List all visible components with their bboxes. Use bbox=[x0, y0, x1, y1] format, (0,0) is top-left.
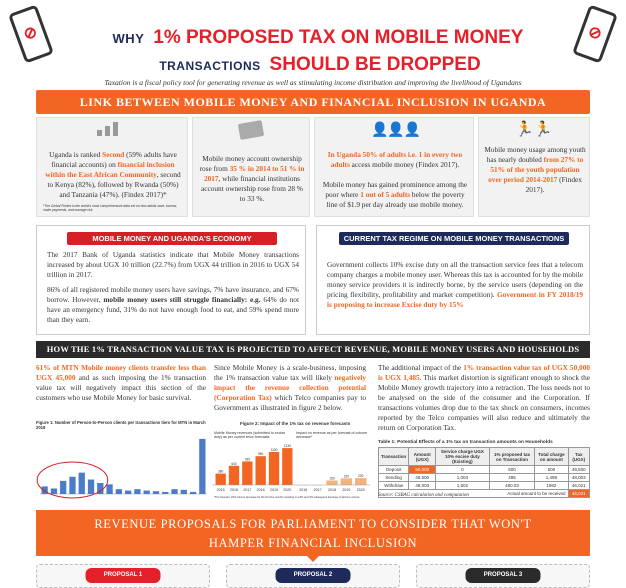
figure1-bar bbox=[69, 477, 75, 494]
proposal-1-card bbox=[36, 564, 210, 588]
col2-body: Since Mobile Money is a scale-business, imposing the 1% transaction value tax will likely bbox=[214, 363, 366, 383]
col2-text bbox=[214, 363, 366, 413]
regime-section bbox=[316, 225, 590, 335]
figure1-bar bbox=[79, 473, 85, 494]
card3-text3: below the poverty line of $1.9 per day already use mobile money. bbox=[326, 190, 465, 210]
main-title-line1 bbox=[108, 28, 528, 47]
figure2-tick-label: 2019 bbox=[342, 488, 351, 492]
figure2-note: *The forecast: 15% volume decrease for the first five months resulting in a 8% and 3% subsequent decrease of all-time-volume bbox=[214, 496, 360, 499]
table1-cell: 1982 bbox=[535, 482, 568, 490]
card3-text2: Mobile money has gained prominence among the poor where bbox=[322, 180, 468, 200]
bar-chart-icon bbox=[97, 122, 127, 136]
card-youth bbox=[478, 117, 590, 217]
card4-text2: (Findex 2017). bbox=[525, 175, 582, 195]
table1-header-cell: Amount (UGX) bbox=[409, 448, 436, 466]
table1-cell: Sending bbox=[379, 474, 409, 482]
figure1-chart bbox=[36, 428, 211, 500]
card-ownership bbox=[192, 117, 310, 217]
figure2-bar bbox=[355, 478, 366, 485]
card2-text: Mobile money account ownership rose from bbox=[199, 154, 302, 174]
figure2-bar bbox=[256, 456, 266, 485]
title-why: WHY bbox=[112, 31, 145, 46]
table1-cell: 1,003 bbox=[436, 474, 490, 482]
economy-p2a: 86% of all registered mobile money users have savings, 7% have insurance, and 67% borrow. However, bbox=[47, 285, 299, 305]
table1 bbox=[378, 447, 590, 498]
col2-body2: which Telco companies pay to Government as illustrated in figure 2 below. bbox=[214, 393, 366, 413]
no-sign-icon: ⊘ bbox=[21, 23, 40, 44]
card-access bbox=[314, 117, 474, 217]
table1-total-value: 46,021 bbox=[568, 490, 589, 498]
table1-row bbox=[379, 474, 590, 482]
figure2-bar bbox=[341, 478, 352, 485]
figure1-bar bbox=[60, 481, 66, 494]
figure2-right-label: Impact on revenue as per forecast of volume decrease* bbox=[296, 431, 368, 440]
no-sign-icon: ⊘ bbox=[585, 23, 605, 44]
impact-band: HOW THE 1% TRANSACTION VALUE TAX IS PROJECTED TO AFFECT REVENUE, MOBILE MONEY USERS AND HOUSEHOLDS bbox=[36, 341, 590, 358]
table1-cell: 1,498 bbox=[535, 474, 568, 482]
figure2-tick-label: 2020 bbox=[283, 488, 292, 492]
economy-p2 bbox=[47, 285, 299, 325]
proposal-3-card bbox=[416, 564, 590, 588]
figure2-tick-label: 2016 bbox=[299, 488, 308, 492]
phone-illustration-right bbox=[572, 4, 618, 63]
figure2-tick-label: 2015 bbox=[216, 488, 225, 492]
table1-row bbox=[379, 466, 590, 474]
proposal-3-tag: PROPOSAL 3 bbox=[466, 568, 541, 583]
table1-cell: 0 bbox=[436, 466, 490, 474]
figure2-bar bbox=[242, 461, 252, 485]
card1-text2: (59% adults have financial accounts) on bbox=[51, 150, 177, 170]
title-red: 1% PROPOSED TAX ON MOBILE MONEY bbox=[153, 27, 524, 48]
figure2-value-label: 230 bbox=[358, 474, 364, 479]
figure1-bar bbox=[171, 489, 177, 494]
figure1-caption: Figure 1: Number of Person-to-Person clients per transactions tiers for MTN in March 2018 bbox=[36, 420, 206, 430]
figure1-bar bbox=[162, 492, 168, 494]
figure2-bar bbox=[326, 481, 337, 486]
table1-title: Table 1: Potential Effects of a 1% tax on transaction amounts on Households bbox=[378, 440, 553, 445]
figure2-tick-label: 2020 bbox=[356, 488, 365, 492]
col1-highlight: 61% of MTN Mobile money clients transfer less than UGX 45,000 bbox=[36, 363, 206, 383]
economy-p2b: mobile money users still struggle financially: e.g. bbox=[103, 295, 261, 305]
figure2-value-label: 150 bbox=[329, 476, 335, 481]
proposals-band-line2: HAMPER FINANCIAL INCLUSION bbox=[208, 536, 418, 550]
table1-header-cell: Total charge on amount bbox=[535, 448, 568, 466]
table1-cell: 46,021 bbox=[568, 482, 589, 490]
card1-footnote: *The Global Findex is the world's most comprehensive data set on how adults save, borrow, make payments, and manage risk bbox=[43, 204, 177, 213]
table1-cell: Withdraw bbox=[379, 482, 409, 490]
proposals-band bbox=[36, 510, 590, 556]
title-should-drop: SHOULD BE DROPPED bbox=[269, 54, 481, 75]
card3-text: access mobile money (Findex 2017). bbox=[349, 160, 460, 170]
proposals-band-line1: REVENUE PROPOSALS FOR PARLIAMENT TO CONSIDER THAT WON'T bbox=[94, 517, 532, 531]
figure2-value-label: 380 bbox=[218, 469, 224, 474]
economy-section bbox=[36, 225, 306, 335]
figure1-bar bbox=[51, 488, 57, 494]
figure2-value-label: 1230 bbox=[283, 444, 291, 449]
table1-cell: 49,500 bbox=[568, 466, 589, 474]
regime-text bbox=[327, 260, 583, 310]
figure1-bar bbox=[125, 491, 131, 494]
table1-cell: Deposit bbox=[379, 466, 409, 474]
table1-cell: 50,000 bbox=[409, 466, 436, 474]
figure2-chart bbox=[212, 442, 370, 492]
card3-highlight2: 1 out of 5 adults bbox=[360, 190, 411, 200]
card3-highlight: In Uganda 50% of adults i.e. 1 in every two adults bbox=[327, 150, 463, 170]
table1-header-cell: Transaction bbox=[379, 448, 409, 466]
table1-header-cell: 1% proposed tax on Transaction bbox=[489, 448, 535, 466]
figure2-bar bbox=[216, 474, 226, 485]
col2-highlight: negatively impact the revenue collection potential (Corporation Tax) bbox=[214, 373, 366, 403]
card2-text2: , while financial institutions account ownership rose from 28 % to 33 %. bbox=[201, 174, 303, 204]
figure2-tick-label: 2018 bbox=[256, 488, 265, 492]
table1-row bbox=[379, 482, 590, 490]
col1-body: and as such imposing the 1% transaction value tax will negatively impact this section of the customers who use Mobile Money for basic survival. bbox=[36, 373, 207, 403]
people-icon: 👤👤👤 bbox=[371, 121, 421, 137]
figure1-bar bbox=[190, 492, 196, 494]
figure1-bar bbox=[88, 480, 94, 494]
figure2-bar bbox=[282, 448, 292, 485]
card2-highlight: 35 % in 2014 to 51 % in 2017 bbox=[203, 164, 305, 184]
title-transactions: TRANSACTIONS bbox=[159, 59, 261, 73]
figure2-tick-label: 2017 bbox=[313, 488, 322, 492]
figure1-bar bbox=[144, 491, 150, 494]
figure2-tick-label: 2016 bbox=[230, 488, 238, 492]
table1-cell: 48,003 bbox=[409, 482, 436, 490]
figure2-value-label: 1100 bbox=[270, 448, 278, 452]
card1-highlight: Second bbox=[102, 150, 125, 159]
figure2-bar bbox=[269, 452, 279, 485]
table1-cell: 49,500 bbox=[409, 474, 436, 482]
regime-heading: CURRENT TAX REGIME ON MOBILE MONEY TRANSACTIONS bbox=[339, 232, 569, 245]
card-ranking bbox=[36, 117, 188, 217]
figure1-bar bbox=[134, 489, 140, 494]
table1-source: Source: CSBAG calculation and computation bbox=[378, 493, 469, 498]
col3-highlight: 1% transaction value tax of UGX 50,000 is UGX 1,485 bbox=[378, 363, 590, 383]
table1-cell: 480.03 bbox=[489, 482, 535, 490]
table1-header-cell: Service charge UGX 10% excise duty (Existing) bbox=[436, 448, 490, 466]
phone-illustration-left bbox=[8, 4, 54, 63]
figure2-caption: Figure 2: Impact of the 1% tax on revenue forecasts bbox=[240, 421, 351, 426]
main-title-line2 bbox=[140, 54, 500, 76]
proposal-2-card bbox=[226, 564, 400, 588]
figure1-bar bbox=[116, 489, 122, 494]
card1-text: Uganda is ranked bbox=[49, 150, 103, 159]
figure2-tick-label: 2018 bbox=[328, 488, 336, 492]
subtitle: Taxation is a fiscal policy tool for generating revenue as well as stimulating income distribution and improving the livelihood of Ugandans bbox=[104, 78, 522, 87]
card1-highlight2: financial inclusion within the East African Community bbox=[45, 160, 175, 180]
proposal-2-tag: PROPOSAL 2 bbox=[276, 568, 351, 583]
running-people-icon: 🏃🏃 bbox=[515, 121, 553, 138]
economy-p2c: 64% do not have an emergency fund, 31% do not have enough food to eat, and 59% spend more than they earn. bbox=[47, 295, 299, 325]
table1-cell: 500 bbox=[489, 466, 535, 474]
card4-text: Mobile money usage among youth has nearly doubled bbox=[484, 145, 586, 165]
table1-total-label: Actual amount to be received bbox=[379, 490, 569, 498]
figure2-left-label: Mobile Money revenues (submitted to excise duty) as per current telco forecasts bbox=[214, 431, 286, 440]
figure2-tick-label: 2017 bbox=[243, 488, 252, 492]
figure2-value-label: 785 bbox=[244, 457, 250, 462]
link-band: LINK BETWEEN MOBILE MONEY AND FINANCIAL INCLUSION IN UGANDA bbox=[36, 90, 590, 114]
figure2-tick-label: 2019 bbox=[270, 488, 278, 492]
table1-cell: 500 bbox=[535, 466, 568, 474]
figure1-bar bbox=[106, 484, 112, 494]
proposals-band-pointer bbox=[307, 556, 319, 562]
col3-body: The additional impact of the bbox=[378, 363, 464, 372]
table1-cell: 495 bbox=[489, 474, 535, 482]
economy-text bbox=[47, 250, 299, 325]
economy-heading: MOBILE MONEY AND UGANDA'S ECONOMY bbox=[67, 232, 277, 245]
col3-text bbox=[378, 363, 590, 433]
col3-body2: . This market distortion is significant enough to shock the Mobile Money growth trajectory into a retraction. The loss needs not to be analysed on the side of the consumer and the Corporation. If transactions volumes drop due to the tax shock on consumers, incomes reported by the Telco companies will also reduce and ultimately the return on Corporation Tax. bbox=[378, 373, 590, 433]
col1-text bbox=[36, 363, 206, 403]
figure1-bar bbox=[181, 490, 187, 494]
money-icon bbox=[238, 120, 264, 140]
regime-p1: Government collects 10% excise duty on all the transaction service fees that a telecom company charges a mobile money user. Whereas this tax is accounted for by the mobile money service providers it is indirectly borne, by the service users (depending on the pricing flexibility, profitability and market competition). bbox=[327, 260, 583, 300]
regime-p2: Government in FY 2018/19 is proposing to increase Excise duty by 15% bbox=[327, 290, 583, 310]
proposal-1-tag: PROPOSAL 1 bbox=[86, 568, 161, 583]
card4-highlight: from 27% to 51% of the youth population over period 2014-2017 bbox=[488, 155, 584, 185]
economy-p1: The 2017 Bank of Uganda statistics indicate that Mobile Money transactions increased by about UGX 10 trillion (22.7%) from UGX 44 trillion in 2016 to UGX 54 trillion in 2017. bbox=[47, 250, 299, 280]
figure1-bar bbox=[199, 439, 205, 494]
table1-cell: 1,502 bbox=[436, 482, 490, 490]
table1-header-cell: Tax (UGX) bbox=[568, 448, 589, 466]
figure1-bar bbox=[153, 491, 159, 494]
card1-text3: , second to Kenya (82%), followed by Rwanda (50%) and Tanzania (47%). (Findex 2017)* bbox=[47, 170, 181, 200]
figure2-value-label: 220 bbox=[343, 474, 350, 479]
figure2-value-label: 960 bbox=[258, 452, 264, 457]
figure2-value-label: 640 bbox=[231, 461, 237, 466]
figure2-bar bbox=[229, 466, 239, 485]
table1-cell: 48,003 bbox=[568, 474, 589, 482]
